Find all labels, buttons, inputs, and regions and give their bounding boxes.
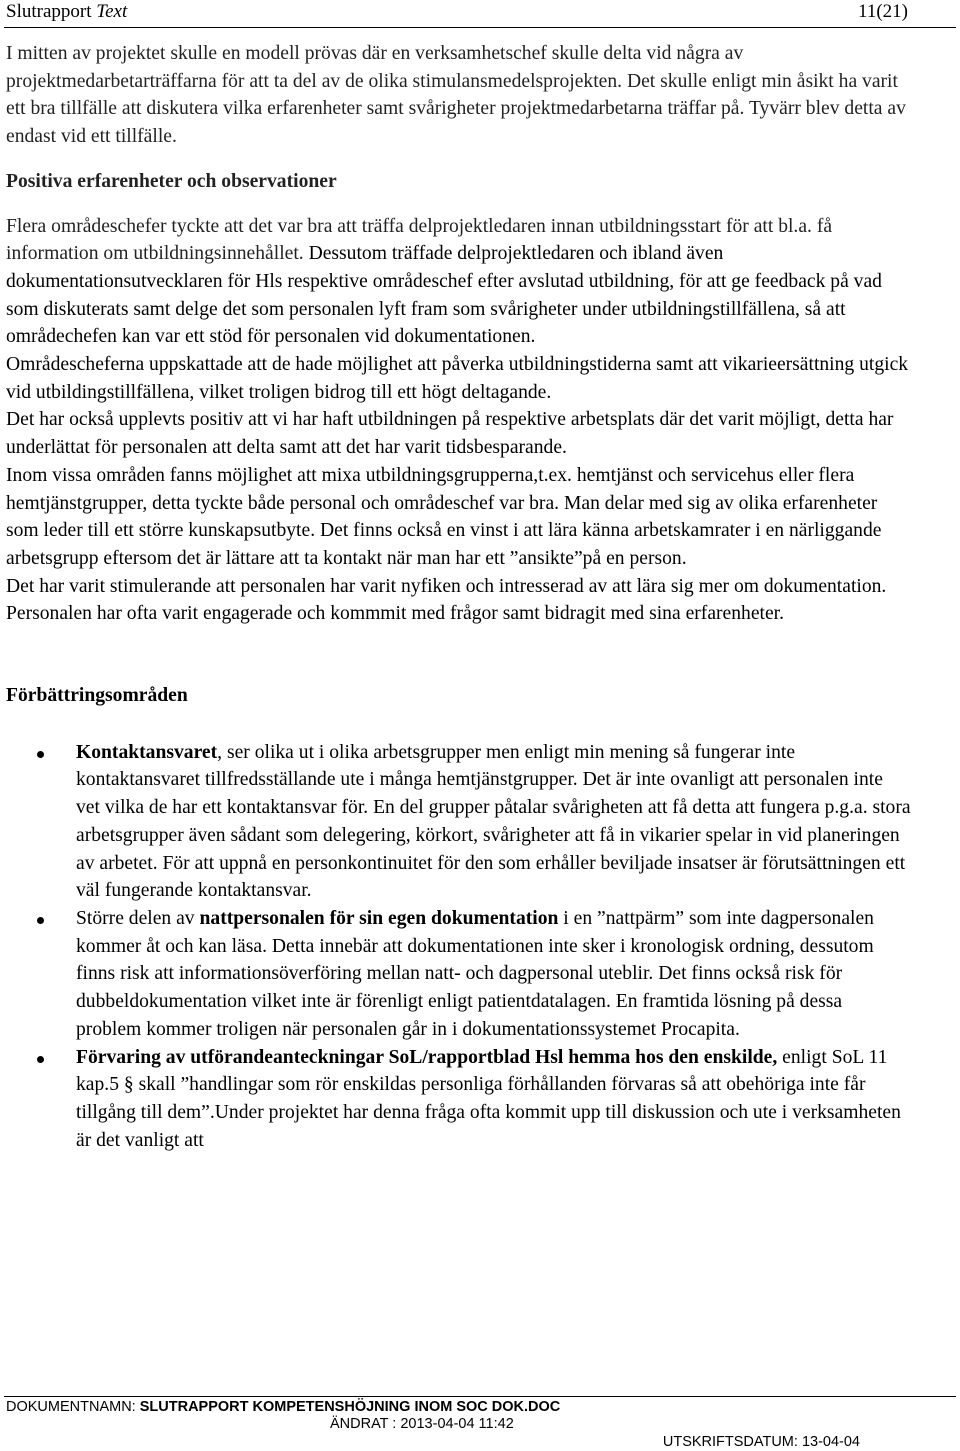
item-1-bold: Kontaktansvaret xyxy=(76,741,218,763)
positive-paragraph-1 xyxy=(6,213,911,352)
footer-changed-date: ÄNDRAT : 2013-04-04 11:42 xyxy=(330,1416,514,1432)
footer-doc-name: SLUTRAPPORT KOMPETENSHÖJNING INOM SOC DOK.DOC xyxy=(139,1399,561,1415)
footer-rule xyxy=(4,1396,956,1397)
document-body xyxy=(6,40,911,1154)
item-1-text: , ser olika ut i olika arbetsgrupper men enligt min mening så fungerar inte kontaktansvaret tillfredsställande ute i många hemtjänstgrupper. Det är inte ovanligt att personalen inte vet vilka de har ett kontaktansvar för. En del grupper påtalar svårigheten att få detta att fungera p.g.a. stora arbetsgrupper även sådant som delegering, körkort, svårigheter att få in vikarier spelar in vid planeringen av arbetet. För att uppnå en personkontinuitet för den som erhåller beviljade insatser är förutsättningen ett väl fungerande kontaktansvar. xyxy=(76,741,911,902)
header-title-plain: Slutrapport xyxy=(6,1,92,22)
bullet-icon xyxy=(37,751,44,758)
list-item xyxy=(6,739,911,905)
section-heading-improvements: Förbättringsområden xyxy=(6,685,188,707)
item-3-text: enligt SoL 11 kap.5 § skall ”handlingar som rör enskildas personliga förhållanden förvaras så att obehöriga inte får tillgång till dem”.Under projektet har denna fråga ofta kommit upp till diskussion och ute i verksamheten är det vanligt att xyxy=(76,1046,901,1151)
header-title xyxy=(6,1,127,23)
section-heading-positive: Positiva erfarenheter och observationer xyxy=(6,170,337,192)
header-title-italic: Text xyxy=(96,1,128,22)
improvements-list xyxy=(6,739,911,1155)
footer-document-name xyxy=(6,1399,560,1415)
positive-paragraph-4: Inom vissa områden fanns möjlighet att mixa utbildningsgrupperna,t.ex. hemtjänst och servicehus eller flera hemtjänstgrupper, detta tyckte både personal och områdeschef var bra. Man delar med sig av olika erfarenheter som leder till ett större kunskapsutbyte. Det finns också en vinst i att lära känna arbetskamrater i en närliggande arbetsgrupp eftersom det är lättare att ta kontakt när man har ett ”ansikte”på en person. xyxy=(6,464,882,569)
page-number: 11(21) xyxy=(858,1,908,22)
positive-paragraph-2: Områdescheferna uppskattade att de hade möjlighet att påverka utbildningstiderna samt att vikarieersättning utgick vid utbildingstillfällena, vilket troligen bidrog till ett högt deltagande. xyxy=(6,354,909,403)
item-3-bold: Förvaring av utförandeanteckningar SoL/rapportblad Hsl hemma hos den enskilde, xyxy=(76,1046,778,1068)
page-footer xyxy=(0,1396,960,1451)
footer-print-date: UTSKRIFTSDATUM: 13-04-04 xyxy=(662,1434,860,1450)
list-item xyxy=(6,905,911,1044)
item-2-text: i en ”nattpärm” som inte dagpersonalen kommer åt och kan läsa. Detta innebär att dokumentationen inte sker i kronologisk ordning, dessutom finns risk att informationsöverföring mellan natt- och dagpersonal uteblir. Det finns också risk för dubbeldokumentation vilket inte är förenligt enligt patientdatalagen. En framtida lösning på dessa problem kommer troligen när personalen går in i dokumentationssystemet Procapita. xyxy=(76,907,874,1040)
positive-paragraph-5: Det har varit stimulerande att personalen har varit nyfiken och intresserad av att lära sig mer om dokumentation. Personalen har ofta varit engagerade och kommmit med frågor samt bidragit med sina erfarenheter. xyxy=(6,575,887,625)
intro-paragraph: I mitten av projektet skulle en modell prövas där en verksamhetschef skulle delta vid några av projektmedarbetarträffarna för att ta del av de olika stimulansmedelsprojekten. Det skulle enligt min åsikt ha varit ett bra tillfälle att diskutera vilka erfarenheter samt svårigheter projektmedarbetarna träffar på. Tyvärr blev detta av endast vid ett tillfälle. xyxy=(6,43,906,148)
header-rule xyxy=(4,27,956,28)
page-header xyxy=(0,0,960,28)
bullet-icon xyxy=(37,917,44,924)
positive-paragraph-1b: Dessutom träffade delprojektledaren och ibland även dokumentationsutvecklaren för Hls respektive områdeschef efter avslutad utbildning, för att ge feedback på vad som diskuterats samt delge det som personalen lyft fram som svårigheter under utbildningstillfällena, så att områdechefen kan var ett stöd för personalen vid dokumentationen. xyxy=(6,243,882,348)
list-item xyxy=(6,1044,911,1155)
item-2-pre: Större delen av xyxy=(76,907,200,929)
positive-paragraph-1a: Flera områdeschefer tyckte att det var bra att träffa delprojektledaren innan utbildningsstart för att bl.a. få information om utbildningsinnehållet. xyxy=(6,215,833,265)
footer-doc-label: DOKUMENTNAMN: xyxy=(6,1399,140,1415)
bullet-icon xyxy=(37,1056,44,1063)
item-2-bold: nattpersonalen för sin egen dokumentation xyxy=(199,907,559,929)
positive-paragraph-3: Det har också upplevts positiv att vi har haft utbildningen på respektive arbetsplats där det varit möjligt, detta har underlättat för personalen att delta samt att det har varit tidsbesparande. xyxy=(6,409,894,459)
